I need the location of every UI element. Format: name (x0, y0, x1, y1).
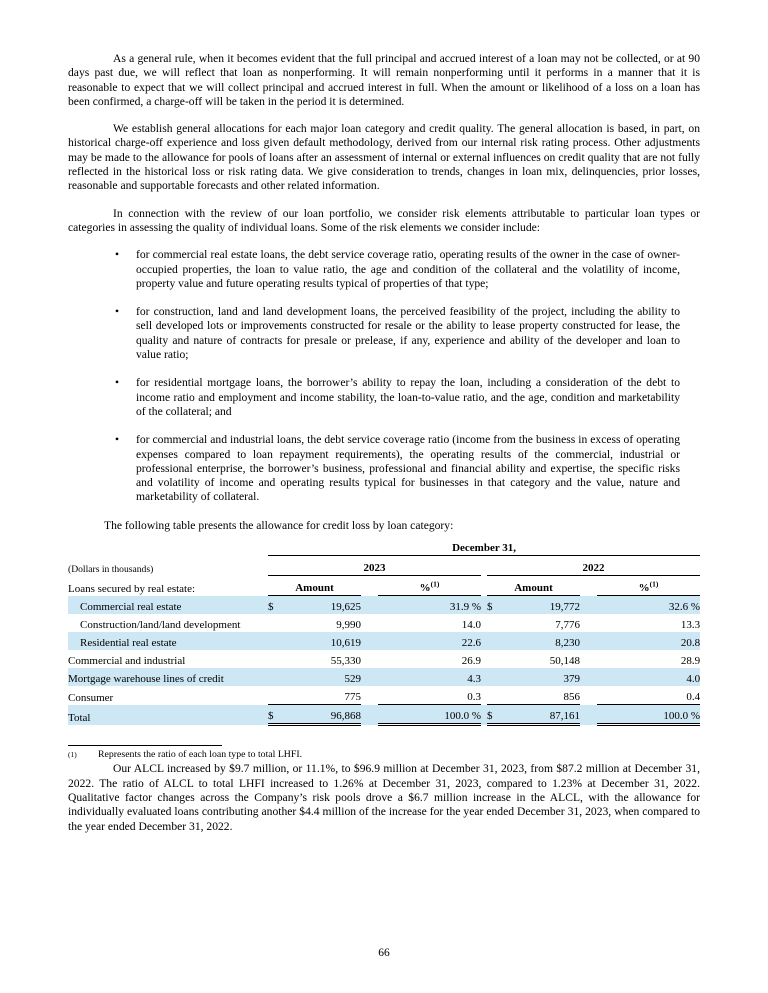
table-row-residential-real-estate (68, 632, 700, 650)
pct-2023: 100.0 % (378, 705, 481, 725)
spacer-cell (580, 576, 597, 596)
footnote-marker: (1) (68, 750, 77, 760)
pct-2022: 20.8 (680, 637, 701, 650)
pct-2022: 4.0 (686, 673, 701, 686)
spacer-cell (361, 614, 378, 632)
row-label: Construction/land/land development (80, 619, 241, 632)
units-note: (Dollars in thousands) (68, 563, 154, 575)
paragraph-general-allocations: We establish general allocations for each major loan category and credit quality. The general allocation is based, in part, on historical charge-off experience and loss given default methodology, derived from our internal risk rating process. Other adjustments may be made to the allowance for pools of loans after an assessment of internal or external influences on credit quality that are not fully reflected in the historical loss or risk rating data. We give consideration to trends, changes in loan mix, delinquencies, prior losses, reasonable and supportable forecasts and other related information. (68, 122, 700, 193)
year-2022-header: 2022 (487, 556, 700, 576)
spacer-cell (361, 668, 378, 686)
year-2023-header: 2023 (268, 556, 481, 576)
pct-2022: 32.6 % (668, 601, 701, 614)
row-label: Total (68, 711, 91, 724)
table-row-commercial-real-estate (68, 596, 700, 615)
bullet-text: for residential mortgage loans, the borrower’s ability to repay the loan, including a consideration of the debt to income ratio and employment and income stability, the loan-to-value ratio, and the age, condition and marketability of the collateral; and (136, 376, 680, 418)
dollar-sign (487, 632, 504, 650)
row-label: Residential real estate (80, 637, 177, 650)
footnote-text: Represents the ratio of each loan type to total LHFI. (98, 749, 303, 761)
section-label: Loans secured by real estate: (68, 582, 196, 595)
amount-2023: 96,868 (285, 705, 361, 725)
spacer-cell (580, 596, 597, 615)
pct-2022: 28.9 (680, 655, 701, 668)
amount-header-2023: Amount (268, 576, 361, 596)
pct-header-2022 (597, 576, 700, 596)
amount-2022: 19,772 (549, 601, 580, 614)
dollar-sign (268, 668, 285, 686)
paragraph-risk-elements-intro: In connection with the review of our loan portfolio, we consider risk elements attributable to particular loan types or categories in assessing the quality of individual loans. Some of the risk elements we consider include: (68, 206, 700, 234)
amount-2023: 55,330 (330, 655, 361, 668)
dollar-sign (487, 650, 504, 668)
row-label: Consumer (68, 691, 114, 704)
dollar-sign (268, 650, 285, 668)
pct-2023: 31.9 % (449, 601, 481, 614)
table-header-years-row (68, 556, 700, 576)
table-header-columns-row (68, 576, 700, 596)
amount-header-2022: Amount (487, 576, 580, 596)
bullet-text: for construction, land and land development loans, the perceived feasibility of the project, including the ability to sell developed lots or improvements constructed for resale or the ability to lease property constructed for lease, the quality and nature of contracts for presale or prelease, if any, experience and ability of the developer and loan to value ratio; (136, 305, 680, 362)
bullet-item-construction-land (68, 305, 700, 362)
bullet-item-residential-mortgage (68, 376, 700, 419)
table-header-date-row (68, 539, 700, 556)
amount-2022: 87,161 (504, 705, 580, 725)
row-label: Commercial real estate (80, 601, 182, 614)
amount-2022: 7,776 (555, 619, 580, 632)
paragraph-nonperforming-policy: As a general rule, when it becomes evident that the full principal and accrued interest of a loan may not be collected, or at 90 days past due, we will reflect that loan as nonperforming. It will remain nonperforming until it performs in a manner that it is reasonable to expect that we will collect principal and accrued interest in full. When the amount or likelihood of a loss on a loan has been confirmed, a charge-off will be taken in the period it is determined. (68, 52, 700, 108)
footnote-marker-ref: (1) (430, 579, 440, 589)
pct-2023: 4.3 (467, 673, 481, 686)
pct-symbol: % (419, 582, 431, 595)
spacer-cell (361, 650, 378, 668)
page-number: 66 (378, 946, 390, 959)
spacer-cell (580, 668, 597, 686)
table-row-consumer (68, 686, 700, 705)
bullet-text: for commercial and industrial loans, the debt service coverage ratio (income from the business in excess of operating expenses compared to loan repayment requirements), the operating results of the commercial, industrial or professional enterprise, the borrower’s business, professional and financial ability and expertise, the specific risks and volatility of income and operating results typical for businesses in that category and the value, nature and marketability of collateral. (136, 433, 680, 504)
dollar-sign (487, 686, 504, 705)
pct-2022: 13.3 (680, 619, 701, 632)
spacer-cell (580, 705, 597, 725)
dollar-sign (268, 632, 285, 650)
amount-2023: 775 (285, 686, 361, 705)
dollar-sign: $ (487, 601, 493, 614)
amount-2023: 19,625 (330, 601, 361, 614)
footnote (68, 748, 700, 762)
bullet-item-commercial-real-estate (68, 248, 700, 291)
amount-2023: 10,619 (330, 637, 361, 650)
dollar-sign: $ (268, 705, 285, 725)
spacer-cell (68, 539, 268, 556)
bullet-marker: • (115, 305, 120, 319)
amount-2023: 9,990 (336, 619, 361, 632)
spacer-cell (361, 705, 378, 725)
date-header: December 31, (268, 539, 700, 556)
spacer-cell (361, 632, 378, 650)
spacer-cell (361, 596, 378, 615)
amount-2022: 50,148 (549, 655, 580, 668)
table-intro: The following table presents the allowance for credit loss by loan category: (104, 518, 454, 532)
allowance-credit-loss-table (68, 539, 700, 726)
bullet-marker: • (115, 376, 120, 390)
bullet-text: for commercial real estate loans, the debt service coverage ratio, operating results of the owner in the case of owner-occupied properties, the loan to value ratio, the age and condition of the collateral and the volatility of income, property value and future operating results typical of properties of that type; (136, 248, 680, 290)
footnote-marker-ref: (1) (649, 579, 659, 589)
pct-2023: 22.6 (461, 637, 481, 650)
row-label: Mortgage warehouse lines of credit (68, 673, 224, 686)
pct-symbol: % (638, 582, 650, 595)
amount-2022: 8,230 (555, 637, 580, 650)
dollar-sign: $ (268, 601, 274, 614)
amount-2022: 856 (504, 686, 580, 705)
amount-2023: 529 (344, 673, 361, 686)
dollar-sign: $ (487, 705, 504, 725)
table-row-total (68, 705, 700, 725)
dollar-sign (268, 686, 285, 705)
amount-2022: 379 (563, 673, 580, 686)
spacer-cell (580, 650, 597, 668)
spacer-cell (580, 614, 597, 632)
bullet-marker: • (115, 433, 120, 447)
dollar-sign (487, 614, 504, 632)
bullet-item-commercial-industrial (68, 433, 700, 504)
pct-2022: 100.0 % (597, 705, 700, 725)
spacer-cell (580, 686, 597, 705)
pct-2023: 0.3 (378, 686, 481, 705)
footnote-divider (68, 745, 222, 746)
dollar-sign (487, 668, 504, 686)
table-row-mortgage-warehouse (68, 668, 700, 686)
pct-header-2023 (378, 576, 481, 596)
pct-2023: 14.0 (461, 619, 481, 632)
pct-2023: 26.9 (461, 655, 481, 668)
pct-2022: 0.4 (597, 686, 700, 705)
bullet-marker: • (115, 248, 120, 262)
spacer-cell (361, 686, 378, 705)
risk-elements-bullet-list (68, 248, 700, 504)
spacer-cell (580, 632, 597, 650)
dollar-sign (268, 614, 285, 632)
table-row-construction-land (68, 614, 700, 632)
table-row-commercial-industrial (68, 650, 700, 668)
spacer-cell (361, 576, 378, 596)
paragraph-alcl-summary: Our ALCL increased by $9.7 million, or 11.1%, to $96.9 million at December 31, 2023, from $87.2 million at December 31, 2022. The ratio of ALCL to total LHFI increased to 1.26% at December 31, 2023, compared to 1.23% at December 31, 2022. Qualitative factor changes across the Company’s risk pools drove a $6.7 million increase in the ALCL, with the allowance for individually evaluated loans contributing another $4.4 million of the increase for the year ended December 31, 2023, when compared to the year ended December 31, 2022. (68, 762, 700, 833)
row-label: Commercial and industrial (68, 655, 186, 668)
